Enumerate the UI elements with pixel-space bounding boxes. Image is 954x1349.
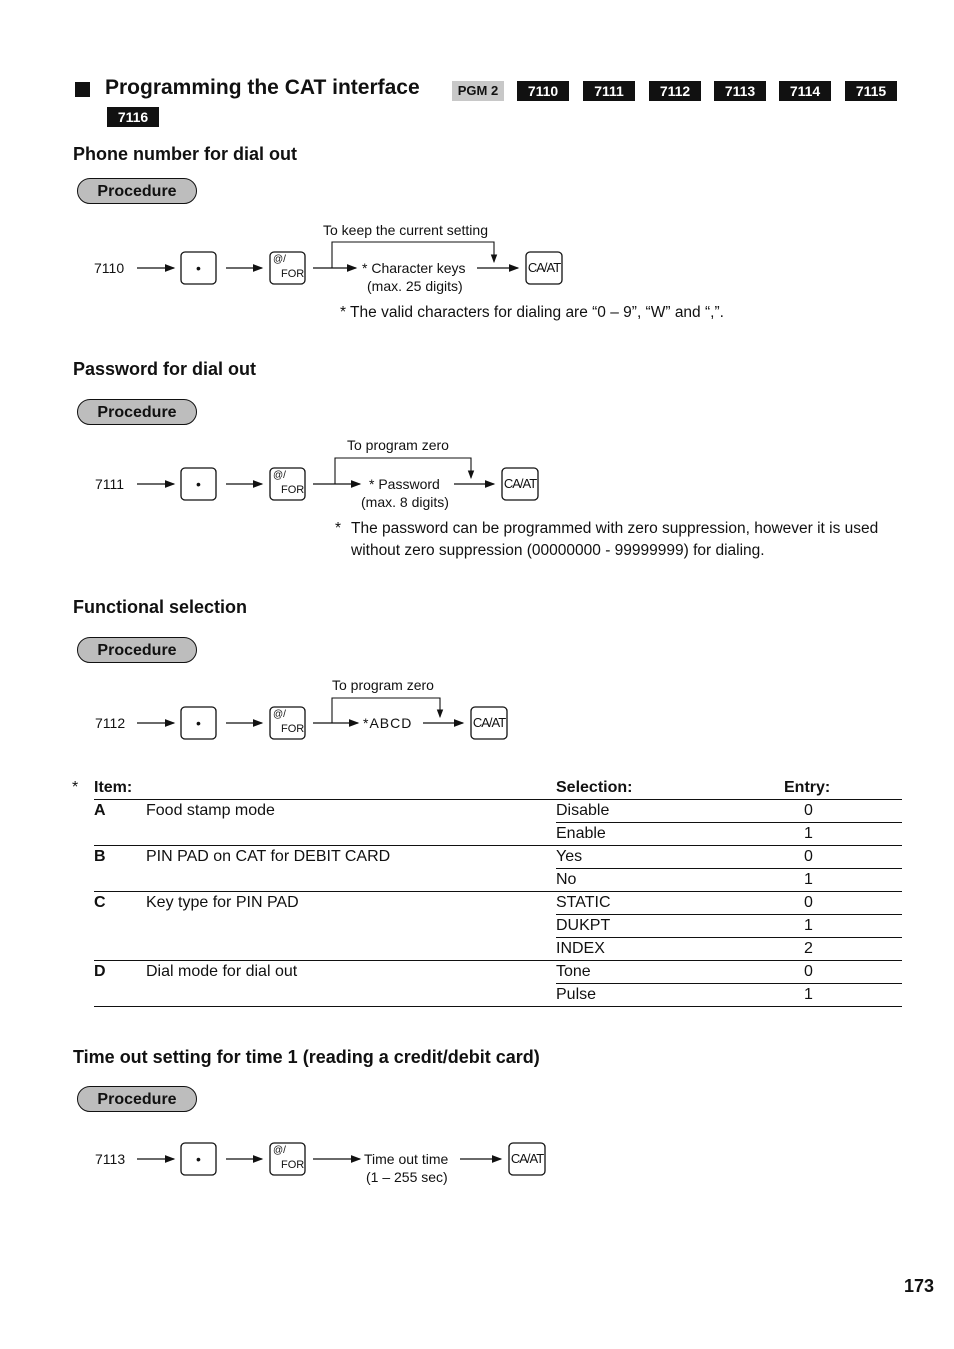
page-title: Programming the CAT interface bbox=[105, 76, 420, 99]
for-key-top: @/ bbox=[273, 709, 286, 720]
procedure-badge: Procedure bbox=[77, 637, 197, 663]
selection-value: INDEX bbox=[556, 938, 784, 961]
for-key-top: @/ bbox=[273, 470, 286, 481]
code-label: 7110 bbox=[94, 260, 125, 276]
procedure-badge: Procedure bbox=[77, 399, 197, 425]
table-mark: * bbox=[72, 779, 79, 797]
item-letter: D bbox=[94, 963, 106, 981]
table-row bbox=[72, 823, 902, 846]
page-number: 173 bbox=[903, 1276, 934, 1296]
for-key-label: FOR bbox=[281, 1159, 305, 1171]
for-key-top: @/ bbox=[273, 1145, 286, 1156]
item-name: Dial mode for dial out bbox=[146, 963, 298, 981]
ca-at-key: CA/AT bbox=[527, 260, 561, 275]
entry-value: 1 bbox=[784, 984, 902, 1007]
code-tag-7111: 7111 bbox=[583, 81, 635, 101]
table-row bbox=[72, 984, 902, 1007]
entry-value: 1 bbox=[784, 823, 902, 846]
password-note: The password can be programmed with zero suppression, however it is used without zero suppression (00000000 - 99999999) for dialing. bbox=[351, 520, 879, 559]
ca-at-key: CA/AT bbox=[472, 715, 506, 730]
dot-key: • bbox=[196, 476, 201, 492]
bypass-label: To keep the current setting bbox=[323, 222, 488, 238]
code-tag-7116: 7116 bbox=[107, 107, 159, 127]
item-letter: B bbox=[94, 848, 106, 866]
entry-label: *ABCD bbox=[363, 715, 413, 731]
code-tag-7113: 7113 bbox=[714, 81, 766, 101]
table-row bbox=[72, 938, 902, 961]
selection-value: Tone bbox=[556, 961, 784, 984]
selection-value: STATIC bbox=[556, 892, 784, 915]
table-row bbox=[72, 961, 902, 984]
col-selection-header: Selection: bbox=[556, 777, 784, 800]
table-row bbox=[72, 800, 902, 823]
code-tag-7112: 7112 bbox=[649, 81, 701, 101]
password-note-mark: * bbox=[335, 520, 342, 537]
table-row bbox=[72, 846, 902, 869]
pgm-badge: PGM 2 bbox=[452, 81, 504, 101]
functional-selection-table bbox=[72, 777, 902, 1007]
entry-label: Time out time bbox=[364, 1151, 449, 1167]
code-tag-7115: 7115 bbox=[845, 81, 897, 101]
bypass-label: To program zero bbox=[332, 677, 434, 693]
for-key-label: FOR bbox=[281, 484, 305, 496]
selection-value: Disable bbox=[556, 800, 784, 823]
entry-value: 0 bbox=[784, 800, 902, 823]
ca-at-key: CA/AT bbox=[510, 1151, 544, 1166]
item-name: Key type for PIN PAD bbox=[146, 894, 299, 912]
code-label: 7112 bbox=[95, 715, 126, 731]
section-heading-phone: Phone number for dial out bbox=[73, 144, 297, 164]
table-row bbox=[72, 892, 902, 915]
selection-value: Pulse bbox=[556, 984, 784, 1007]
phone-note: * The valid characters for dialing are “0 – 9”, “W” and “,”. bbox=[340, 304, 724, 321]
dot-key: • bbox=[196, 260, 201, 276]
procedure-badge: Procedure bbox=[77, 1086, 197, 1112]
procedure-badge: Procedure bbox=[77, 178, 197, 204]
section-heading-functional: Functional selection bbox=[73, 597, 248, 617]
entry-value: 0 bbox=[784, 961, 902, 984]
entry-label: * Character keys bbox=[362, 260, 466, 276]
code-tag-7114: 7114 bbox=[779, 81, 831, 101]
entry-value: 0 bbox=[784, 846, 902, 869]
entry-sublabel: (max. 8 digits) bbox=[361, 494, 449, 510]
item-name: PIN PAD on CAT for DEBIT CARD bbox=[146, 848, 391, 866]
col-item-header: Item: bbox=[94, 777, 556, 800]
item-name: Food stamp mode bbox=[146, 802, 275, 820]
selection-value: No bbox=[556, 869, 784, 892]
dot-key: • bbox=[196, 1151, 201, 1167]
selection-value: Enable bbox=[556, 823, 784, 846]
entry-value: 1 bbox=[784, 869, 902, 892]
entry-sublabel: (1 – 255 sec) bbox=[366, 1169, 448, 1185]
entry-value: 0 bbox=[784, 892, 902, 915]
item-letter: C bbox=[94, 894, 106, 912]
entry-sublabel: (max. 25 digits) bbox=[367, 278, 463, 294]
code-tag-7110: 7110 bbox=[517, 81, 569, 101]
item-letter: A bbox=[94, 802, 106, 820]
selection-value: Yes bbox=[556, 846, 784, 869]
code-label: 7111 bbox=[95, 476, 125, 492]
section-heading-password: Password for dial out bbox=[73, 359, 257, 379]
table-row bbox=[72, 915, 902, 938]
code-label: 7113 bbox=[95, 1151, 126, 1167]
section-heading-timeout: Time out setting for time 1 (reading a credit/debit card) bbox=[73, 1047, 540, 1067]
selection-value: DUKPT bbox=[556, 915, 784, 938]
dot-key: • bbox=[196, 715, 201, 731]
entry-label: * Password bbox=[369, 476, 440, 492]
for-key-top: @/ bbox=[273, 254, 286, 265]
bypass-label: To program zero bbox=[347, 437, 449, 453]
entry-value: 1 bbox=[784, 915, 902, 938]
ca-at-key: CA/AT bbox=[503, 476, 537, 491]
table-row bbox=[72, 869, 902, 892]
entry-value: 2 bbox=[784, 938, 902, 961]
col-entry-header: Entry: bbox=[784, 777, 902, 800]
for-key-label: FOR bbox=[281, 268, 305, 280]
for-key-label: FOR bbox=[281, 723, 305, 735]
